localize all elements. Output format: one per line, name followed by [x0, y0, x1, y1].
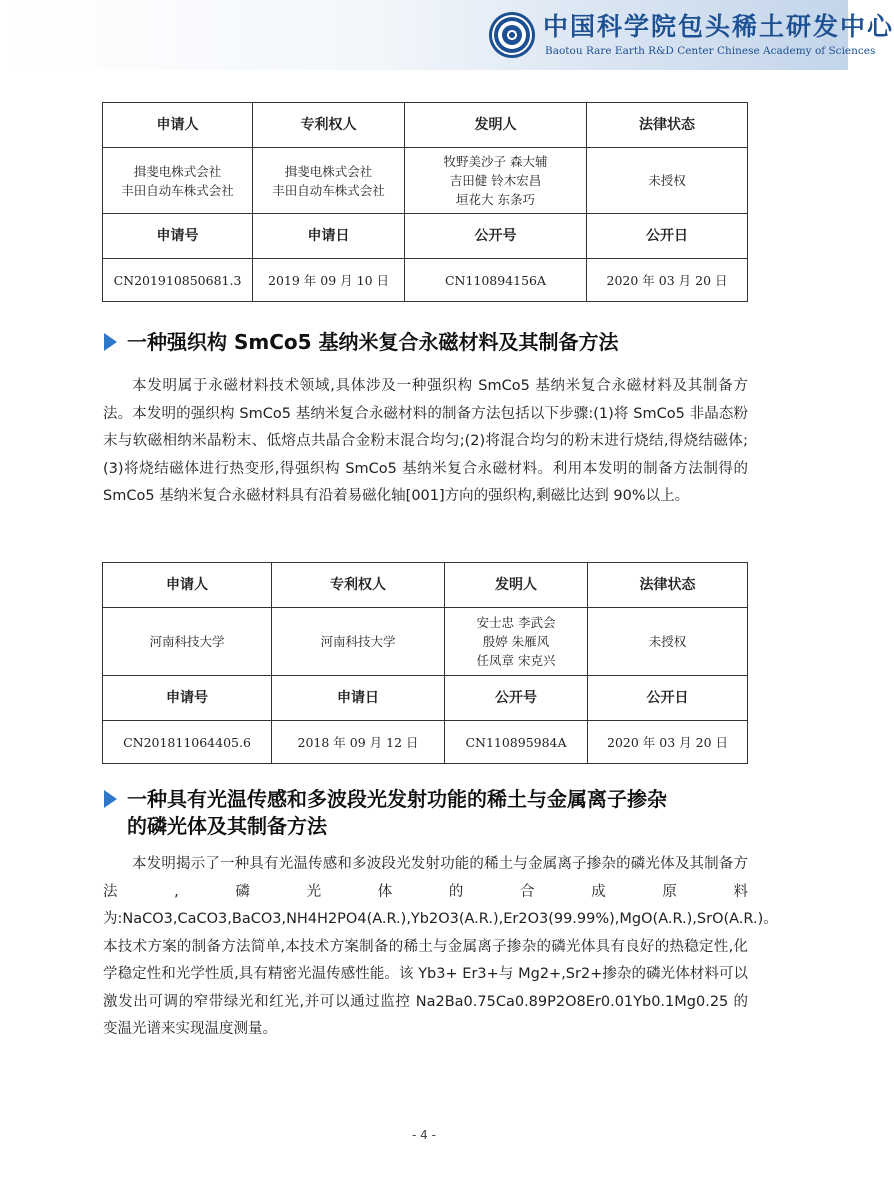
- applicant-line: 丰田自动车株式会社: [121, 182, 234, 198]
- patent-table-1: [102, 102, 748, 302]
- header-applicant: 申请人: [103, 563, 272, 608]
- legal-status-cell: 未授权: [588, 608, 748, 676]
- organization-logo: [489, 10, 894, 62]
- table-header-row: [103, 676, 748, 721]
- publication-date-cell: 2020 年 03 月 20 日: [588, 721, 748, 764]
- organization-name-en: Baotou Rare Earth R&D Center Chinese Academy of Sciences: [545, 45, 876, 57]
- table-header-row: [103, 563, 748, 608]
- section-bullet-icon: [104, 333, 117, 351]
- section-bullet-icon: [104, 790, 117, 808]
- table-header-row: [103, 214, 748, 259]
- application-number-cell: CN201910850681.3: [103, 259, 253, 302]
- cas-seal-icon: [489, 12, 535, 58]
- inventor-line: 安士忠 李武会: [476, 615, 556, 630]
- header-publication-number: 公开号: [405, 214, 587, 259]
- applicant-cell: [103, 148, 253, 214]
- applicant-line: 揖斐电株式会社: [133, 163, 222, 179]
- header-applicant: 申请人: [103, 103, 253, 148]
- section-title-text: 一种具有光温传感和多波段光发射功能的稀土与金属离子掺杂: [127, 787, 667, 811]
- inventors-cell: [445, 608, 588, 676]
- application-date-cell: 2018 年 09 月 12 日: [272, 721, 445, 764]
- inventor-line: 垣花大 东条巧: [456, 192, 535, 207]
- inventor-line: 吉田健 铃木宏昌: [449, 173, 542, 188]
- header-legal-status: 法律状态: [588, 563, 748, 608]
- section-title-text: 一种强织构 SmCo5 基纳米复合永磁材料及其制备方法: [127, 330, 619, 354]
- organization-name-cn: 中国科学院包头稀土研发中心: [543, 12, 894, 41]
- table-row: [103, 148, 748, 214]
- application-number-cell: CN201811064405.6: [103, 721, 272, 764]
- applicant-cell: 河南科技大学: [103, 608, 272, 676]
- page-header: [0, 0, 894, 70]
- inventors-cell: [405, 148, 587, 214]
- inventor-line: 任凤章 宋克兴: [476, 653, 556, 668]
- patentee-cell: 河南科技大学: [272, 608, 445, 676]
- header-patentee: 专利权人: [272, 563, 445, 608]
- header-application-number: 申请号: [103, 214, 253, 259]
- publication-date-cell: 2020 年 03 月 20 日: [587, 259, 748, 302]
- header-application-number: 申请号: [103, 676, 272, 721]
- header-application-date: 申请日: [253, 214, 405, 259]
- inventor-line: 牧野美沙子 森大辅: [443, 154, 548, 169]
- section-title-text-continued: 的磷光体及其制备方法: [127, 814, 327, 838]
- publication-number-cell: CN110894156A: [405, 259, 587, 302]
- patent-table-2: [102, 562, 748, 764]
- table-row: [103, 608, 748, 676]
- page-number: - 4 -: [412, 1128, 436, 1142]
- section-1-body: 本发明属于永磁材料技术领域,具体涉及一种强织构 SmCo5 基纳米复合永磁材料及其制备方法。本发明的强织构 SmCo5 基纳米复合永磁材料的制备方法包括以下步骤:(1)将 SmCo5 非晶态粉末与软磁相纳米晶粉末、低熔点共晶合金粉末混合均匀;(2)将混合均匀的粉末进行烧结,得烧结磁体;(3)将烧结磁体进行热变形,得强织构 SmCo5 基纳米复合永磁材料。利用本发明的制备方法制得的 SmCo5 基纳米复合永磁材料具有沿着易磁化轴[001]方向的强织构,剩磁比达到 90%以上。: [103, 378, 748, 504]
- patentee-line: 揖斐电株式会社: [284, 163, 373, 179]
- patentee-line: 丰田自动车株式会社: [272, 182, 385, 198]
- table-row: [103, 259, 748, 302]
- header-publication-date: 公开日: [587, 214, 748, 259]
- header-legal-status: 法律状态: [587, 103, 748, 148]
- section-2-body: 本发明揭示了一种具有光温传感和多波段光发射功能的稀土与金属离子掺杂的磷光体及其制备方法,磷光体的合成原料为:NaCO3,CaCO3,BaCO3,NH4H2PO4(A.R.),Yb2O3(A.R.),Er2O3(99.99%),MgO(A.R.),SrO(A.R.)。本技术方案的制备方法简单,本技术方案制备的稀土与金属离子掺杂的磷光体具有良好的热稳定性,化学稳定性和光学性质,具有精密光温传感性能。该 Yb3+ Er3+与 Mg2+,Sr2+掺杂的磷光体材料可以激发出可调的窄带绿光和红光,并可以通过监控 Na2Ba0.75Ca0.89P2O8Er0.01Yb0.1Mg0.25 的变温光谱来实现温度测量。: [103, 856, 778, 1037]
- table-header-row: [103, 103, 748, 148]
- patentee-cell: [253, 148, 405, 214]
- header-patentee: 专利权人: [253, 103, 405, 148]
- header-publication-number: 公开号: [445, 676, 588, 721]
- header-inventors: 发明人: [445, 563, 588, 608]
- table-row: [103, 721, 748, 764]
- section-title-2: [104, 786, 754, 840]
- application-date-cell: 2019 年 09 月 10 日: [253, 259, 405, 302]
- section-title-1: [104, 329, 754, 356]
- header-inventors: 发明人: [405, 103, 587, 148]
- inventor-line: 殷婷 朱雁风: [482, 634, 550, 649]
- legal-status-cell: 未授权: [587, 148, 748, 214]
- header-application-date: 申请日: [272, 676, 445, 721]
- header-publication-date: 公开日: [588, 676, 748, 721]
- publication-number-cell: CN110895984A: [445, 721, 588, 764]
